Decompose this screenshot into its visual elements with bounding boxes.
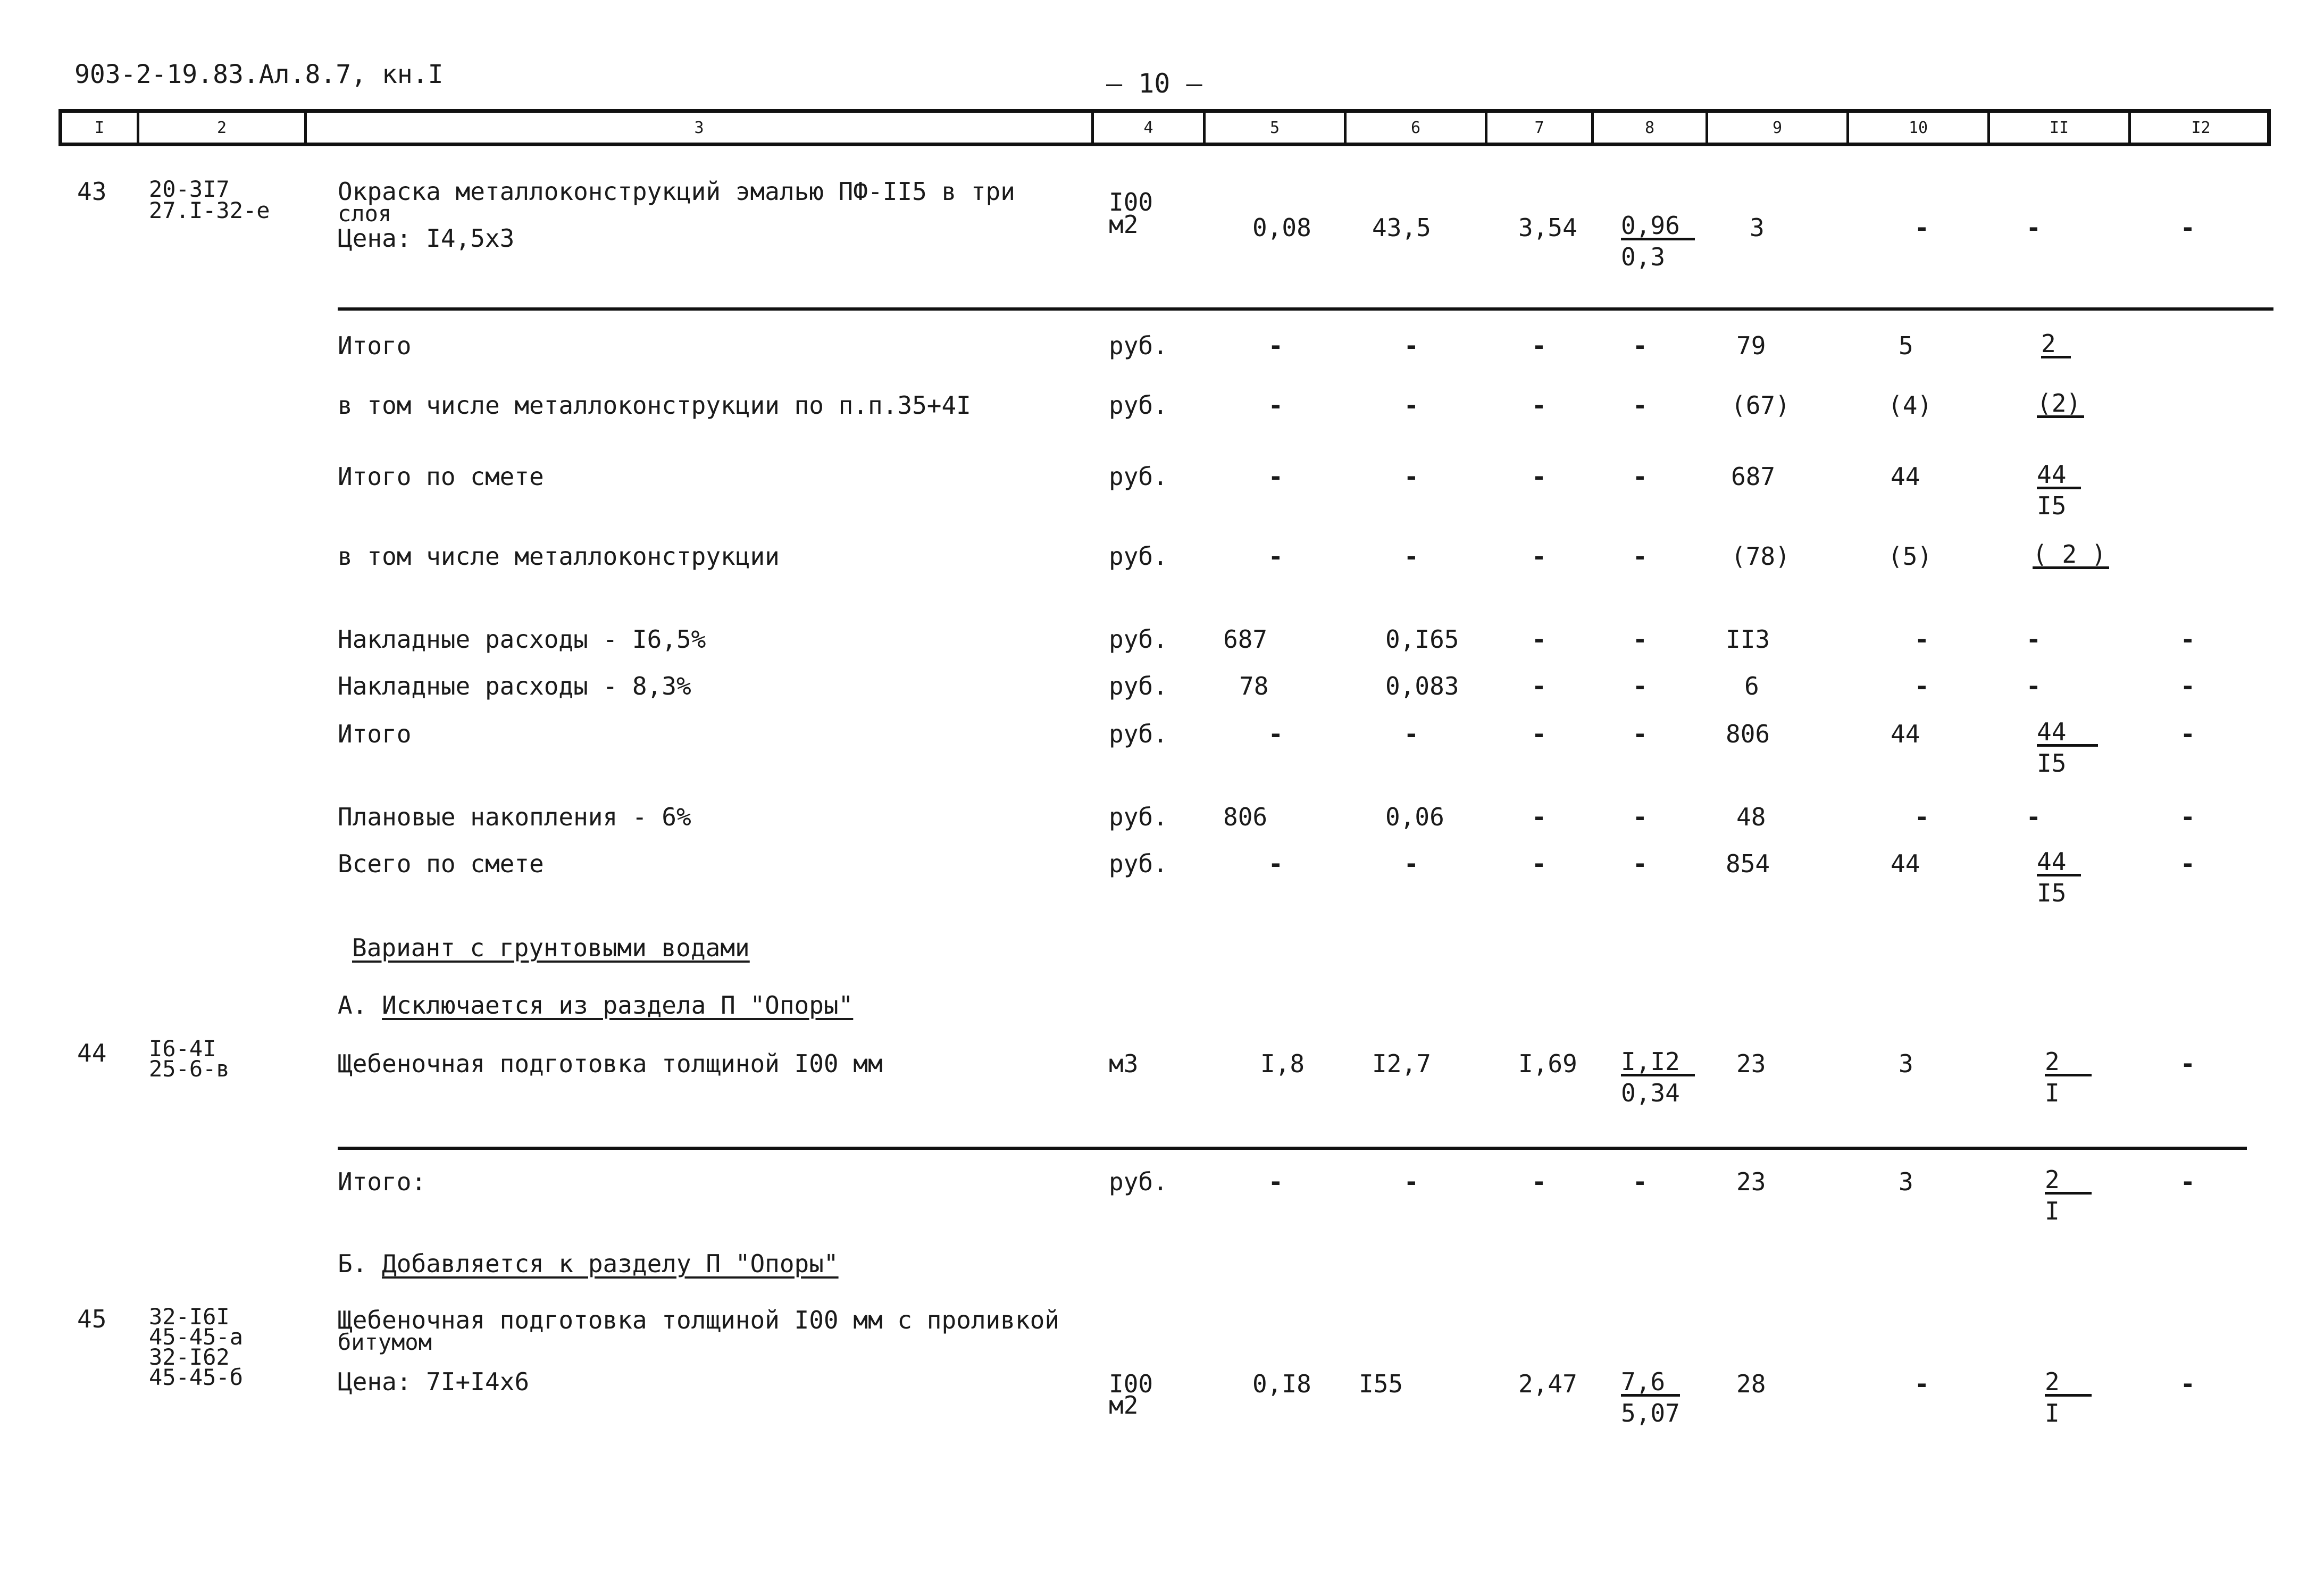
row-43-col7: 3,54 bbox=[1518, 213, 1577, 242]
itogo-2-col11 bbox=[2037, 719, 2098, 776]
itogo-1-label: Итого bbox=[338, 331, 412, 360]
nakl-1-col11: - bbox=[2026, 625, 2041, 654]
nakl-2-col5: 78 bbox=[1239, 672, 1269, 700]
nakl-1-col8: - bbox=[1633, 625, 1648, 654]
vtom-2-col7: - bbox=[1532, 542, 1546, 571]
itogo-smeta-col9: 687 bbox=[1731, 462, 1776, 491]
plan-col9: 48 bbox=[1736, 803, 1766, 831]
itogo-1-col11 bbox=[2041, 331, 2071, 358]
vsego-col11-num: 44 bbox=[2037, 849, 2081, 876]
row-43-col8-num: 0,96 bbox=[1621, 213, 1695, 240]
section-rule-2 bbox=[338, 1147, 2247, 1150]
row-44-code-2: 25-6-в bbox=[149, 1056, 230, 1082]
vtom-2-col8: - bbox=[1633, 542, 1648, 571]
section-a-heading bbox=[338, 992, 853, 1018]
row-44-col5: I,8 bbox=[1260, 1049, 1305, 1078]
itogo-3-col12: - bbox=[2180, 1167, 2195, 1196]
row-45-col8 bbox=[1621, 1369, 1680, 1426]
itogo-1-col6: - bbox=[1404, 331, 1419, 360]
vtom-1-col11-num: (2) bbox=[2037, 391, 2084, 418]
itogo-3-col6: - bbox=[1404, 1167, 1419, 1196]
col-header-7: 7 bbox=[1485, 113, 1591, 143]
row-44-col7: I,69 bbox=[1518, 1049, 1577, 1078]
itogo-1-unit: руб. bbox=[1109, 331, 1168, 360]
row-44-desc: Щебеночная подготовка толщиной I00 мм bbox=[338, 1049, 883, 1078]
vtom-2-col11 bbox=[2033, 541, 2109, 569]
col-header-10: 10 bbox=[1846, 113, 1987, 143]
row-45-code-4: 45-45-б bbox=[149, 1364, 244, 1390]
row-44-col8 bbox=[1621, 1049, 1695, 1106]
row-45-col10: - bbox=[1915, 1369, 1929, 1398]
row-45-desc-2: битумом bbox=[338, 1329, 432, 1355]
nakl-1-label: Накладные расходы - I6,5% bbox=[338, 625, 706, 654]
itogo-3-col11-den: I bbox=[2045, 1197, 2060, 1225]
row-45-col5: 0,I8 bbox=[1252, 1369, 1311, 1398]
nakl-2-col11: - bbox=[2026, 672, 2041, 700]
vtom-1-col10: (4) bbox=[1888, 391, 1933, 420]
page-number: — 10 — bbox=[1106, 68, 1202, 99]
itogo-2-label: Итого bbox=[338, 720, 412, 748]
row-45-col12: - bbox=[2180, 1369, 2195, 1398]
col-header-9: 9 bbox=[1706, 113, 1846, 143]
vsego-label: Всего по смете bbox=[338, 849, 544, 878]
row-43-code-2: 27.I-32-е bbox=[149, 197, 270, 223]
row-44-col8-den: 0,34 bbox=[1621, 1079, 1680, 1107]
itogo-2-col5: - bbox=[1268, 720, 1283, 748]
itogo-2-col6: - bbox=[1404, 720, 1419, 748]
plan-unit: руб. bbox=[1109, 803, 1168, 831]
vsego-col6: - bbox=[1404, 849, 1419, 878]
itogo-smeta-col8: - bbox=[1633, 462, 1648, 491]
itogo-1-col10: 5 bbox=[1899, 331, 1913, 360]
nakl-1-col5: 687 bbox=[1223, 625, 1268, 654]
section-b-prefix: Б. bbox=[338, 1249, 367, 1278]
plan-col6: 0,06 bbox=[1385, 803, 1444, 831]
vtom-2-unit: руб. bbox=[1109, 542, 1168, 571]
row-45-code-3: 32-I62 bbox=[149, 1344, 230, 1370]
col-header-3: 3 bbox=[304, 113, 1091, 143]
itogo-2-col12: - bbox=[2180, 720, 2195, 748]
row-45-code-1: 32-I6I bbox=[149, 1304, 230, 1330]
vsego-col11-den: I5 bbox=[2037, 879, 2067, 907]
row-44-col11-den: I bbox=[2045, 1079, 2060, 1107]
nakl-2-col12: - bbox=[2180, 672, 2195, 700]
itogo-1-col7: - bbox=[1532, 331, 1546, 360]
itogo-3-unit: руб. bbox=[1109, 1167, 1168, 1196]
row-44-code-1: I6-4I bbox=[149, 1035, 216, 1062]
row-43-col11: - bbox=[2026, 213, 2041, 242]
itogo-3-col9: 23 bbox=[1736, 1167, 1766, 1196]
vtom-1-col8: - bbox=[1633, 391, 1648, 420]
vsego-unit: руб. bbox=[1109, 849, 1168, 878]
row-43-desc-2: слоя bbox=[338, 201, 392, 227]
row-44-number: 44 bbox=[77, 1039, 107, 1067]
plan-col5: 806 bbox=[1223, 803, 1268, 831]
itogo-3-col10: 3 bbox=[1899, 1167, 1913, 1196]
vtom-1-col5: - bbox=[1268, 391, 1283, 420]
nakl-2-col8: - bbox=[1633, 672, 1648, 700]
nakl-1-col9: II3 bbox=[1726, 625, 1770, 654]
itogo-1-col8: - bbox=[1633, 331, 1648, 360]
nakl-1-unit: руб. bbox=[1109, 625, 1168, 654]
vtom-2-col5: - bbox=[1268, 542, 1283, 571]
variant-heading: Вариант с грунтовыми водами bbox=[352, 933, 750, 962]
vsego-col10: 44 bbox=[1891, 849, 1920, 878]
row-43-col8-den: 0,3 bbox=[1621, 243, 1666, 271]
row-43-col5: 0,08 bbox=[1252, 213, 1311, 242]
row-45-code-2: 45-45-а bbox=[149, 1324, 244, 1350]
section-b-text: Добавляется к разделу П "Опоры" bbox=[382, 1249, 839, 1278]
itogo-smeta-col5: - bbox=[1268, 462, 1283, 491]
itogo-2-col8: - bbox=[1633, 720, 1648, 748]
plan-label: Плановые накопления - 6% bbox=[338, 803, 691, 831]
vsego-col12: - bbox=[2180, 849, 2195, 878]
itogo-2-col9: 806 bbox=[1726, 720, 1770, 748]
plan-col10: - bbox=[1915, 803, 1929, 831]
itogo-smeta-col10: 44 bbox=[1891, 462, 1920, 491]
row-45-desc-1: Щебеночная подготовка толщиной I00 мм с проливкой bbox=[338, 1306, 1060, 1334]
row-44-col8-num: I,I2 bbox=[1621, 1049, 1695, 1076]
row-45-col8-den: 5,07 bbox=[1621, 1399, 1680, 1427]
row-43-col8 bbox=[1621, 213, 1695, 270]
plan-col12: - bbox=[2180, 803, 2195, 831]
nakl-1-col10: - bbox=[1915, 625, 1929, 654]
vtom-1-col11 bbox=[2037, 390, 2084, 418]
itogo-3-col11-num: 2 bbox=[2045, 1167, 2092, 1195]
itogo-3-col5: - bbox=[1268, 1167, 1283, 1196]
itogo-2-unit: руб. bbox=[1109, 720, 1168, 748]
row-44-col11-num: 2 bbox=[2045, 1049, 2092, 1076]
row-45-col6: I55 bbox=[1359, 1369, 1403, 1398]
row-43-unit-2: м2 bbox=[1109, 210, 1139, 239]
row-43-col12: - bbox=[2180, 213, 2195, 242]
row-44-col12: - bbox=[2180, 1049, 2195, 1078]
itogo-smeta-col6: - bbox=[1404, 462, 1419, 491]
nakl-1-col12: - bbox=[2180, 625, 2195, 654]
col-header-4: 4 bbox=[1091, 113, 1203, 143]
column-header-row bbox=[58, 109, 2271, 146]
row-45-col11 bbox=[2045, 1369, 2092, 1426]
plan-col8: - bbox=[1633, 803, 1648, 831]
col-header-2: 2 bbox=[137, 113, 304, 143]
row-45-unit-1: I00 bbox=[1109, 1369, 1153, 1398]
row-45-desc-3: Цена: 7I+I4х6 bbox=[338, 1367, 530, 1396]
vsego-col9: 854 bbox=[1726, 849, 1770, 878]
vtom-2-col6: - bbox=[1404, 542, 1419, 571]
vtom-1-col7: - bbox=[1532, 391, 1546, 420]
section-rule-1 bbox=[338, 307, 2273, 311]
col-header-5: 5 bbox=[1203, 113, 1344, 143]
vtom-1-unit: руб. bbox=[1109, 391, 1168, 420]
itogo-smeta-unit: руб. bbox=[1109, 462, 1168, 491]
itogo-smeta-col11 bbox=[2037, 462, 2081, 519]
itogo-smeta-col11-den: I5 bbox=[2037, 491, 2067, 520]
itogo-1-col11-num: 2 bbox=[2041, 331, 2071, 358]
row-43-unit-1: I00 bbox=[1109, 188, 1153, 216]
section-a-text: Исключается из раздела П "Опоры" bbox=[382, 991, 854, 1020]
col-header-1: I bbox=[94, 119, 105, 137]
vsego-col11 bbox=[2037, 849, 2081, 906]
nakl-2-col9: 6 bbox=[1744, 672, 1759, 700]
itogo-2-col11-den: I5 bbox=[2037, 749, 2067, 778]
row-44-col10: 3 bbox=[1899, 1049, 1913, 1078]
section-a-prefix: А. bbox=[338, 991, 367, 1020]
nakl-1-col7: - bbox=[1532, 625, 1546, 654]
col-header-12: I2 bbox=[2128, 113, 2271, 143]
nakl-2-col6: 0,083 bbox=[1385, 672, 1459, 700]
vtom-2-col11-num: ( 2 ) bbox=[2033, 542, 2109, 569]
plan-col7: - bbox=[1532, 803, 1546, 831]
vtom-1-col6: - bbox=[1404, 391, 1419, 420]
row-43-desc-3: Цена: I4,5х3 bbox=[338, 224, 515, 253]
document-code: 903-2-19.83.Ал.8.7, кн.I bbox=[74, 60, 444, 89]
row-45-col11-num: 2 bbox=[2045, 1369, 2092, 1397]
itogo-1-col5: - bbox=[1268, 331, 1283, 360]
vtom-1-col9: (67) bbox=[1731, 391, 1790, 420]
row-45-number: 45 bbox=[77, 1305, 107, 1333]
col-header-6: 6 bbox=[1344, 113, 1485, 143]
row-43-col6: 43,5 bbox=[1372, 213, 1431, 242]
itogo-smeta-col11-num: 44 bbox=[2037, 462, 2081, 489]
nakl-1-col6: 0,I65 bbox=[1385, 625, 1459, 654]
row-44-col11 bbox=[2045, 1049, 2092, 1106]
row-44-col9: 23 bbox=[1736, 1049, 1766, 1078]
vtom-2-col9: (78) bbox=[1731, 542, 1790, 571]
itogo-1-col9: 79 bbox=[1736, 331, 1766, 360]
col-header-11: II bbox=[1987, 113, 2128, 143]
vtom-2-label: в том числе металлоконструкции bbox=[338, 542, 780, 571]
row-43-number: 43 bbox=[77, 177, 107, 206]
row-45-col11-den: I bbox=[2045, 1399, 2060, 1427]
row-45-col7: 2,47 bbox=[1518, 1369, 1577, 1398]
row-43-col10: - bbox=[1915, 213, 1929, 242]
col-header-8: 8 bbox=[1591, 113, 1706, 143]
itogo-3-col8: - bbox=[1633, 1167, 1648, 1196]
row-45-col8-num: 7,6 bbox=[1621, 1369, 1680, 1397]
row-43-code-1: 20-3I7 bbox=[149, 176, 230, 202]
nakl-2-unit: руб. bbox=[1109, 672, 1168, 700]
itogo-3-col7: - bbox=[1532, 1167, 1546, 1196]
vsego-col5: - bbox=[1268, 849, 1283, 878]
nakl-2-col7: - bbox=[1532, 672, 1546, 700]
nakl-2-label: Накладные расходы - 8,3% bbox=[338, 672, 691, 700]
row-45-unit-2: м2 bbox=[1109, 1391, 1139, 1419]
vsego-col7: - bbox=[1532, 849, 1546, 878]
itogo-2-col11-num: 44 bbox=[2037, 720, 2098, 747]
vtom-1-label: в том числе металлоконструкции по п.п.35+4I bbox=[338, 391, 971, 420]
plan-col11: - bbox=[2026, 803, 2041, 831]
row-43-desc-1: Окраска металлоконструкций эмалью ПФ-II5 в три bbox=[338, 177, 1015, 206]
row-44-unit: м3 bbox=[1109, 1049, 1139, 1078]
row-43-col9: 3 bbox=[1750, 213, 1765, 242]
row-44-col6: I2,7 bbox=[1372, 1049, 1431, 1078]
vtom-2-col10: (5) bbox=[1888, 542, 1933, 571]
itogo-3-col11 bbox=[2045, 1167, 2092, 1224]
nakl-2-col10: - bbox=[1915, 672, 1929, 700]
itogo-smeta-label: Итого по смете bbox=[338, 462, 544, 491]
itogo-smeta-col7: - bbox=[1532, 462, 1546, 491]
section-b-heading bbox=[338, 1251, 839, 1276]
itogo-3-label: Итого: bbox=[338, 1167, 427, 1196]
row-45-col9: 28 bbox=[1736, 1369, 1766, 1398]
vsego-col8: - bbox=[1633, 849, 1648, 878]
itogo-2-col10: 44 bbox=[1891, 720, 1920, 748]
itogo-2-col7: - bbox=[1532, 720, 1546, 748]
